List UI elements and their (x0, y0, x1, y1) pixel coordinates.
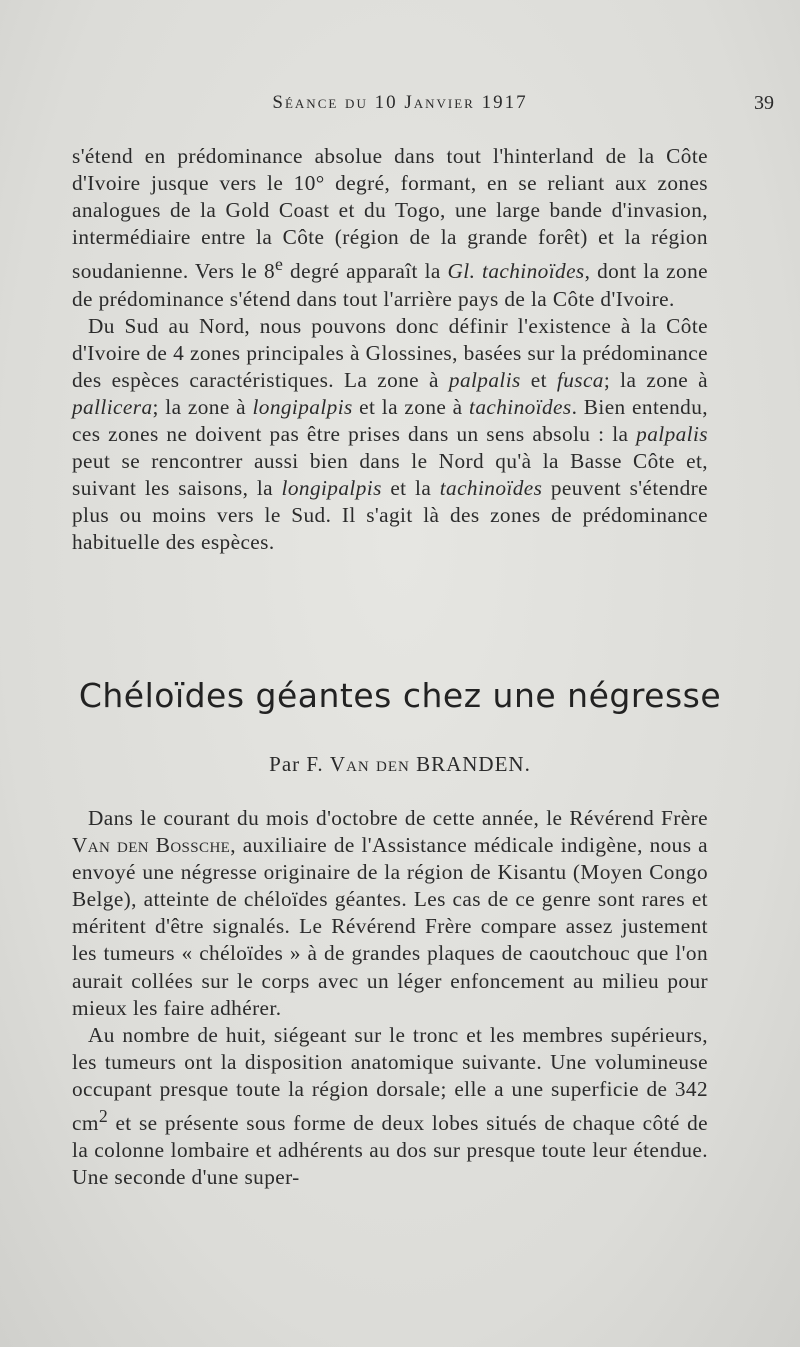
text-run: et (520, 367, 557, 392)
text-run: peuvent s'étendre plus ou moins vers le Sud. Il s'agit là des zones de prédominance habituelle des espèces. (72, 476, 708, 555)
text-run: . Bien entendu, ces zones ne doivent pas être prises dans un sens absolu : la (72, 394, 708, 447)
article-body (72, 805, 708, 1191)
article-title: Chéloïdes géantes chez une négresse (78, 676, 722, 715)
byline-particle: Van den (329, 752, 410, 776)
species-name: palpalis (636, 422, 708, 447)
paragraph (72, 313, 708, 557)
text-run: Au nombre de huit, siégeant sur le tronc et les membres supérieurs, les tumeurs ont la disposition anatomique suivante. Une volumineuse occupant presque toute la région dorsale; elle a une superficie de 342 cm (72, 1022, 708, 1136)
paragraph (72, 1022, 708, 1192)
text-run: Du Sud au Nord, nous pouvons donc définir l'existence à la Côte d'Ivoire de 4 zones principales à Glossines, basées sur la prédominance des espèces caractéristiques. La zone à (72, 313, 708, 392)
page-header (0, 92, 800, 122)
paragraph (72, 143, 708, 313)
text-run: , auxiliaire de l'Assistance médicale indigène, nous a envoyé une négresse originaire de la région de Kisantu (Moyen Congo Belge), atteinte de chéloïdes géantes. Les cas de ce genre sont rares et méritent d'être signalés. Le Révérend Frère compare assez justement les tumeurs « chéloïdes » à de grandes plaques de caoutchouc que l'on aurait collées sur le corps avec un léger enfoncement au milieu pour mieux les faire adhérer. (72, 833, 708, 1020)
byline (0, 752, 800, 777)
person-name: Van den Bossche (72, 833, 231, 858)
text-run: et se présente sous forme de deux lobes situés de chaque côté de la colonne lombaire et adhérents au dos sur presque toute leur étendue. Une seconde d'une super- (72, 1111, 708, 1190)
text-run: s'étend en prédominance absolue dans tout l'hinterland de la Côte d'Ivoire jusque vers le 10° degré, formant, en se reliant aux zones analogues de la Gold Coast et du Togo, une large bande d'invasion, intermédiaire entre la Côte (région de la grande forêt) et la région soudanienne. Vers le 8 (72, 144, 708, 284)
author-name: BRANDEN. (409, 752, 531, 776)
text-run: ; la zone à (152, 394, 253, 419)
species-name: tachinoïdes (469, 394, 572, 419)
superscript: 2 (98, 1106, 109, 1127)
text-run: , dont la zone de prédominance s'étend dans tout l'arrière pays de la Côte d'Ivoire. (72, 259, 708, 311)
species-name: pallicera (72, 394, 153, 419)
paragraph (72, 805, 708, 1022)
species-name: longipalpis (252, 394, 353, 419)
species-name: palpalis (448, 367, 521, 392)
superscript: e (275, 254, 284, 275)
text-run: et la zone à (352, 394, 469, 419)
text-run: ; la zone à (603, 367, 709, 392)
text-run: et la (381, 476, 440, 501)
species-name: Gl. tachinoïdes (447, 259, 585, 284)
continued-text (72, 143, 708, 557)
species-name: tachinoïdes (439, 476, 543, 501)
text-run: degré apparaît la (283, 259, 448, 284)
species-name: fusca (556, 367, 604, 392)
text-run: peut se rencontrer aussi bien dans le Nord qu'à la Basse Côte et, suivant les saisons, la (72, 449, 708, 501)
byline-prefix: Par F. (269, 752, 330, 776)
running-head: Séance du 10 Janvier 1917 (272, 92, 528, 113)
text-run: Dans le courant du mois d'octobre de cette année, le Révérend Frère (88, 806, 708, 830)
species-name: longipalpis (281, 476, 382, 501)
page-number: 39 (754, 92, 774, 114)
